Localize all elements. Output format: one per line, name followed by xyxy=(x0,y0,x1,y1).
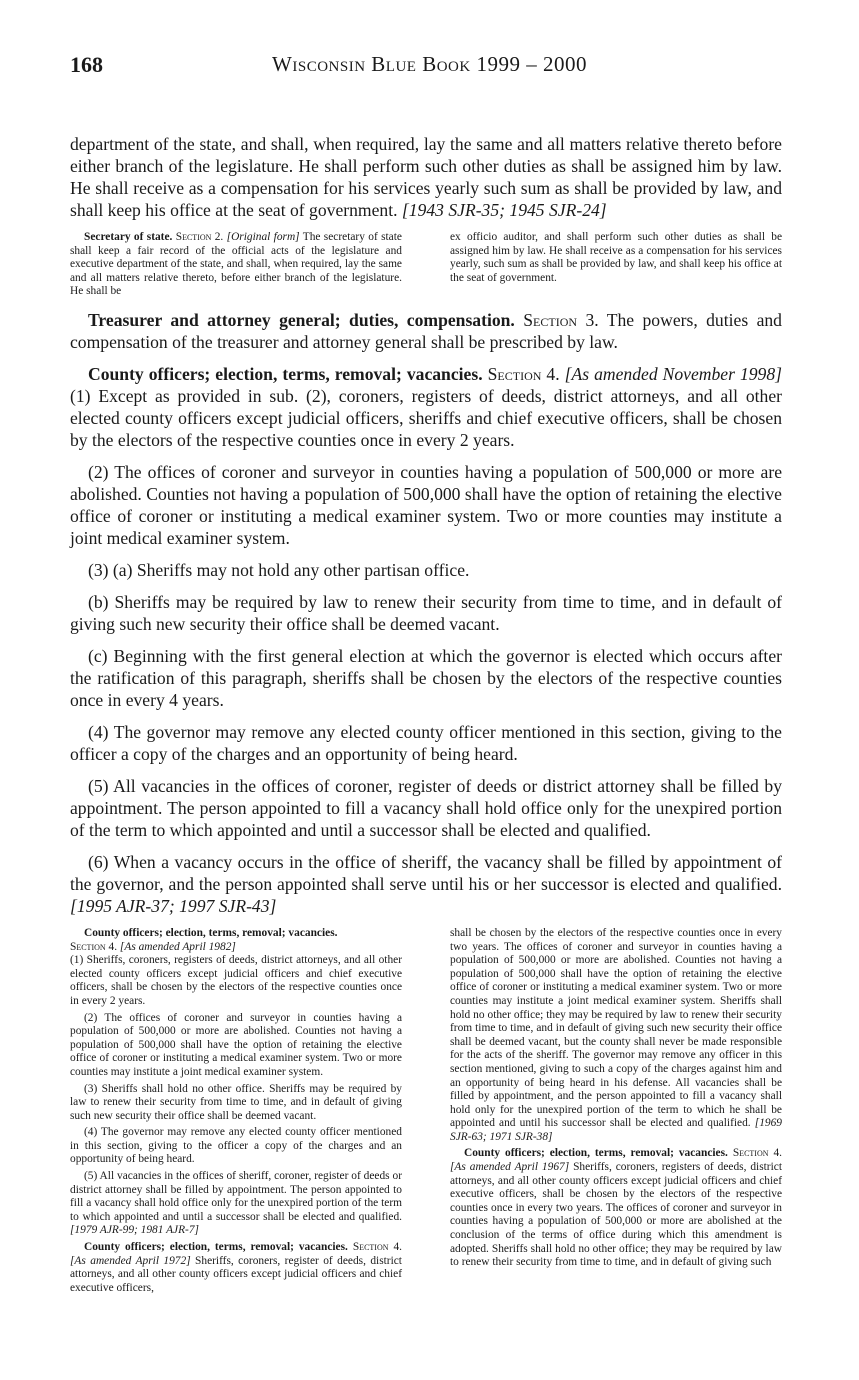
county-paragraph-3c: (c) Beginning with the first general election at which the governor is elected which occurs after the ratification of this paragraph, sheriffs shall be chosen by the electors of the respective counties once in every 4 years. xyxy=(70,645,782,710)
county-paragraph-6: (6) When a vacancy occurs in the office of sheriff, the vacancy shall be filled by appointment of the governor, and the person appointed shall serve until his or her successor is elected and qualified. [1995 AJR-37; 1997 SJR-43] xyxy=(70,851,782,916)
county-officers-section: County officers; election, terms, removal; vacancies. Section 4. [As amended November 1998] (1) Except as provided in sub. (2), coroners, registers of deeds, district attorneys, and all other elected county officers except judicial officers, sheriffs and chief executive officers, shall be chosen by the electors of the respective counties once in every 2 years. xyxy=(70,363,782,450)
intro-citation: [1943 SJR-35; 1945 SJR-24] xyxy=(401,200,607,220)
county-paragraph-3b: (b) Sheriffs may be required by law to renew their security from time to time, and in default of giving such new security their office shall be deemed vacant. xyxy=(70,591,782,634)
page-header xyxy=(70,52,789,82)
county-citation: [1995 AJR-37; 1997 SJR-43] xyxy=(70,895,277,916)
treasurer-section: Treasurer and attorney general; duties, compensation. Section 3. The powers, duties and compensation of the treasurer and attorney general shall be prescribed by law. xyxy=(70,309,782,352)
county-paragraph-3a: (3) (a) Sheriffs may not hold any other partisan office. xyxy=(88,559,470,580)
historical-notes xyxy=(70,927,782,1295)
county-paragraph-4: (4) The governor may remove any elected county officer mentioned in this section, giving to the officer a copy of the charges and an opportunity of being heard. xyxy=(70,721,782,764)
page-body xyxy=(70,133,782,1295)
notes-left-column: County officers; election, terms, removal; vacancies. Section 4. [As amended April 1982] (1) Sheriffs, coroners, registers of deeds, district attorneys, and all other elected county officers except judicial officers and chief executive officers, shall be chosen by the electors of the respective counties once in every 2 years. (2) The offices of coroner and surveyor in counties having a population of 500,000 or more are abolished. Counties not having a population of 500,000 shall have the option of retaining the elective office of coroner or instituting a medical examiner system. Two or more counties may institute a joint medical examiner system. (3) Sheriffs shall hold no other office. Sheriffs may be required by law to renew their security from time to time, and in default of giving such new security their office shall be deemed vacant. (4) The governor may remove any elected county officer mentioned in this section, giving to the officer a copy of the charges and an opportunity of being heard. (5) All vacancies in the offices of sheriff, coroner, register of deeds or district attorney shall be filled by appointment. The person appointed to fill a vacancy shall hold office only for the unexpired portion of the term to which appointed and until a successor shall be elected and qualified. [1979 AJR-99; 1981 AJR-7] County officers; election, terms, removal; vacancies. Section 4. [As amended April 1972] Sheriffs, coroners, register of deeds, district attorneys, and all other county officers except judicial officers and chief executive officers, xyxy=(70,926,402,1294)
county-paragraph-5: (5) All vacancies in the offices of coroner, register of deeds or district attorney shall be filled by appointment. The person appointed to fill a vacancy shall hold office only for the unexpired portion of the term to which appointed and until a successor shall be elected and qualified. xyxy=(70,775,782,840)
secretary-of-state-note: Secretary of state. Section 2. [Original form] The secretary of state shall keep a fair record of the official acts of the legislature and executive department of the state, and shall, when required, lay the same and all matters relative thereto, before either branch of the legislature. He shall be ex officio auditor, and shall perform such other duties as shall be assigned him by law. He shall receive as a compensation for his services yearly, such sum as shall be provided by law, and shall keep his office at the seat of government. xyxy=(70,231,782,298)
page-number: 168 xyxy=(70,52,103,77)
notes-right-column: shall be chosen by the electors of the respective counties once in every two years. The offices of coroner and surveyor in counties having a population of 500,000 or more are abolished. Counties not having a population of 500,000 shall have the option of retaining the elective office of coroner or instituting a medical examiner system. Two or more counties may institute a joint medical examiner system. Sheriffs shall hold no other office; they may be required by law to renew their security from time to time, and in default of giving such new security their office shall be deemed vacant, but the county shall never be made responsible for the acts of the sheriff. The governor may remove any officer in this section mentioned, giving to such a copy of the charges against him and an opportunity of being heard in his defense. All vacancies shall be filled by appointment, and the person appointed to fill a vacancy shall hold only for the unexpired portion of the term to which he shall be appointed and until his successor shall be elected and qualified. [1969 SJR-63; 1971 SJR-38] County officers; election, terms, removal; vacancies. Section 4. [As amended April 1967] Sheriffs, coroners, registers of deeds, district attorneys, and all other county officers except judicial officers and chief executive officers, shall be chosen by the electors of the respective counties once in every two years. The offices of coroner and surveyor in counties having a population of 500,000 or more are abolished at the conclusion of the terms of office during which this amendment is adopted. Sheriffs shall hold no other office; they may be required by law to renew their security from time to time, and in default of giving such xyxy=(450,926,782,1269)
running-title: Wisconsin Blue Book 1999 – 2000 xyxy=(272,52,587,76)
intro-paragraph: department of the state, and shall, when required, lay the same and all matters relative thereto before either branch of the legislature. He shall perform such other duties as shall be assigned him by law. He shall receive as a compensation for his services yearly such sum as shall be provided by law, and shall keep his office at the seat of government. [1943 SJR-35; 1945 SJR-24] xyxy=(70,134,782,220)
county-paragraph-2: (2) The offices of coroner and surveyor in counties having a population of 500,000 or more are abolished. Counties not having a population of 500,000 shall have the option of retaining the elective office of coroner or instituting a medical examiner system. Two or more counties may institute a joint medical examiner system. xyxy=(70,461,782,548)
note-heading: Secretary of state. xyxy=(84,231,173,243)
